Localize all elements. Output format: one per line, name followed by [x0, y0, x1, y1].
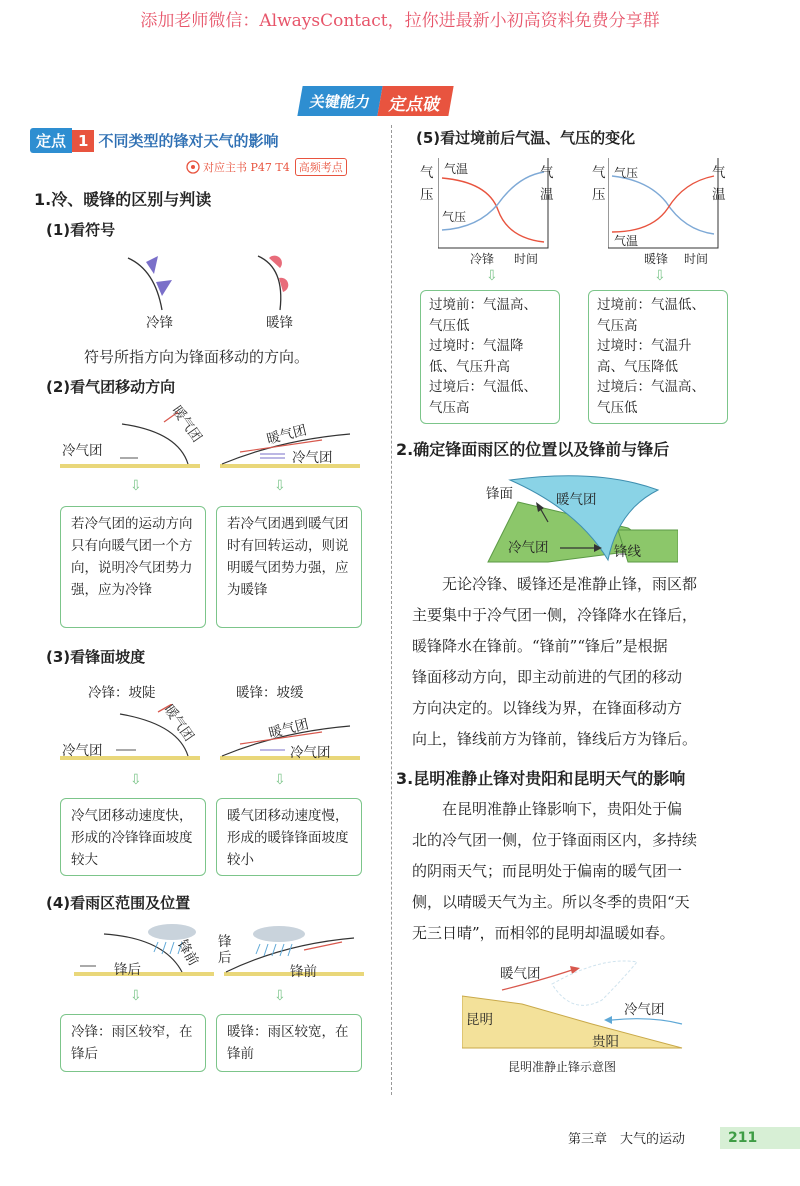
para-line: 方向决定的。以锋线为界，在锋面移动方 [412, 699, 683, 717]
cold-graph-temp-label: 气温 [444, 162, 469, 176]
ahead-front-label-1: 锋前 [174, 937, 202, 969]
axis-char: 气 [592, 165, 606, 181]
s1-sub2-title: (2)看气团移动方向 [46, 378, 176, 396]
frequency-badge: 高频考点 [295, 158, 347, 176]
s2-warm-air-label: 暖气团 [556, 492, 597, 508]
para-line: 侧，以晴暖天气为主。所以冬季的贵阳“天 [412, 893, 690, 911]
para-line: 的阴雨天气；而昆明处于偏南的暖气团一 [412, 862, 683, 880]
target-icon [186, 160, 200, 174]
behind-front-label-1: 锋后 [114, 962, 141, 978]
warm-air-label-2: 暖气团 [265, 422, 309, 448]
warm-air-label-3: 暖气团 [160, 701, 197, 745]
down-arrow-icon: ⇩ [130, 772, 142, 788]
warm-front-label: 暖锋 [266, 315, 293, 331]
axis-char: 温 [712, 187, 726, 203]
cold-graph-time-label: 时间 [514, 252, 539, 266]
front-symbols-figure [110, 248, 320, 318]
axis-char: 温 [540, 187, 554, 203]
s3-title: 3.昆明准静止锋对贵阳和昆明天气的影响 [396, 769, 686, 788]
cold-air-label-3: 冷气团 [62, 743, 103, 759]
down-arrow-icon: ⇩ [130, 478, 142, 494]
axis-char: 气 [712, 165, 726, 181]
warm-slope-label: 暖锋：坡缓 [236, 685, 304, 701]
axis-char: 压 [592, 187, 606, 203]
air-mass-movement-figure [60, 410, 370, 478]
box-line: 过境后：气温低、 [429, 379, 537, 395]
column-divider [391, 125, 392, 1095]
cold-air-label-2: 冷气团 [292, 450, 333, 466]
keypoint-title [30, 128, 278, 153]
cold-air-label-1: 冷气团 [62, 443, 103, 459]
box-line: 过境后：气温高、 [597, 379, 705, 395]
warm-graph-front-label: 暖锋 [644, 252, 669, 266]
cold-slope-label: 冷锋：坡陡 [88, 685, 156, 701]
s1-sub1-title: (1)看符号 [46, 221, 116, 239]
warm-air-label-1: 暖气团 [168, 402, 205, 446]
axis-char: 压 [420, 187, 434, 203]
s1-sub5-title: (5)看过境前后气温、气压的变化 [416, 129, 636, 147]
down-arrow-icon: ⇩ [130, 988, 142, 1004]
box-line: 高、气压降低 [597, 358, 678, 375]
cold-graph-left-axis [420, 162, 436, 206]
cold-front-movement-box: 若冷气团的运动方向只有向暖气团一个方向，说明冷气团势力强，应为冷锋 [60, 506, 206, 628]
page-number: 211 [720, 1127, 800, 1149]
warm-graph-left-axis [592, 162, 608, 206]
box-line: 过境时：气温升 [597, 338, 692, 354]
para-line: 向上，锋线前方为锋前，锋线后方为锋后。 [412, 730, 698, 748]
warm-graph-temp-label: 气温 [614, 234, 639, 248]
s3-figure-caption: 昆明准静止锋示意图 [508, 1060, 617, 1074]
reference-line [186, 158, 347, 176]
box-line: 气压低 [597, 399, 638, 416]
para-line: 北的冷气团一侧，位于锋面雨区内，多持续 [412, 831, 698, 849]
header-part1: 关键能力 [297, 86, 382, 116]
section-header [300, 86, 451, 116]
warm-graph-right-axis [712, 162, 728, 206]
para-line: 无论冷锋、暖锋还是准静止锋，雨区都 [442, 575, 698, 593]
box-line: 气压低 [429, 317, 470, 334]
para-line: 锋面移动方向，即主动前进的气团的移动 [412, 668, 683, 686]
s1-title: 1.冷、暖锋的区别与判读 [34, 190, 212, 209]
kunming-label: 昆明 [466, 1012, 493, 1028]
cold-front-rain-box: 冷锋：雨区较窄，在锋后 [60, 1014, 206, 1072]
cold-graph-pressure-label: 气压 [442, 210, 467, 224]
warm-front-change-box [588, 290, 728, 424]
front-surface-label: 锋面 [486, 486, 513, 502]
warm-graph-pressure-label: 气压 [614, 166, 639, 180]
warm-front-slope-box: 暖气团移动速度慢，形成的暖锋锋面坡度较小 [216, 798, 362, 876]
para-line: 暖锋降水在锋前。“锋前”“锋后”是根据 [412, 637, 668, 655]
warm-front-movement-box: 若冷气团遇到暖气团时有回转运动，则说明暖气团势力强，应为暖锋 [216, 506, 362, 628]
down-arrow-icon: ⇩ [654, 268, 666, 284]
box-line: 气压高 [429, 399, 470, 416]
header-part2: 定点破 [377, 86, 453, 116]
keypoint-text: 不同类型的锋对天气的影响 [98, 132, 279, 150]
warm-graph-time-label: 时间 [684, 252, 709, 266]
cold-air-label-4: 冷气团 [290, 745, 331, 761]
box-line: 过境前：气温高、 [429, 297, 537, 313]
box-line: 低、气压升高 [429, 358, 510, 375]
s3-warm-air-label: 暖气团 [500, 966, 541, 982]
cold-front-slope-box: 冷气团移动速度快，形成的冷锋锋面坡度较大 [60, 798, 206, 876]
s3-cold-air-label: 冷气团 [624, 1002, 665, 1018]
warm-front-rain-box: 暖锋：雨区较宽，在锋前 [216, 1014, 362, 1072]
down-arrow-icon: ⇩ [274, 772, 286, 788]
axis-char: 气 [540, 165, 554, 181]
front-line-label: 锋线 [614, 544, 641, 560]
axis-char: 气 [420, 165, 434, 181]
box-line: 过境前：气温低、 [597, 297, 705, 313]
guiyang-label: 贵阳 [592, 1034, 619, 1050]
s2-paragraph [412, 569, 758, 755]
s2-title: 2.确定锋面雨区的位置以及锋前与锋后 [396, 440, 670, 459]
s1-sub3-title: (3)看锋面坡度 [46, 648, 146, 666]
warm-air-label-4: 暖气团 [267, 716, 311, 742]
para-line: 无三日晴”，而相邻的昆明却温暖如春。 [412, 924, 675, 942]
down-arrow-icon: ⇩ [486, 268, 498, 284]
s1-sub4-title: (4)看雨区范围及位置 [46, 894, 191, 912]
down-arrow-icon: ⇩ [274, 478, 286, 494]
s1-sub1-desc: 符号所指方向为锋面移动的方向。 [84, 348, 310, 366]
cold-front-change-box [420, 290, 560, 424]
cold-graph-front-label: 冷锋 [470, 252, 495, 266]
para-line: 在昆明准静止锋影响下，贵阳处于偏 [442, 800, 683, 818]
para-line: 主要集中于冷气团一侧，冷锋降水在锋后， [412, 606, 698, 624]
cold-graph-right-axis [540, 162, 556, 206]
reference-text: 对应主书 P47 T4 [203, 161, 290, 174]
s3-paragraph [412, 794, 758, 949]
watermark-text: 添加老师微信：AlwaysContact，拉你进最新小初高资料免费分享群 [140, 11, 660, 31]
cold-front-label: 冷锋 [146, 315, 173, 331]
keypoint-number: 1 [72, 130, 94, 152]
ahead-front-label-2: 锋前 [290, 964, 317, 980]
chapter-label: 第三章 大气的运动 [568, 1132, 686, 1147]
box-line: 气压高 [597, 317, 638, 334]
box-line: 过境时：气温降 [429, 338, 524, 354]
behind-front-label-2: 锋后 [218, 934, 232, 966]
s2-cold-air-label: 冷气团 [508, 540, 549, 556]
keypoint-tag: 定点 [30, 128, 72, 153]
down-arrow-icon: ⇩ [274, 988, 286, 1004]
